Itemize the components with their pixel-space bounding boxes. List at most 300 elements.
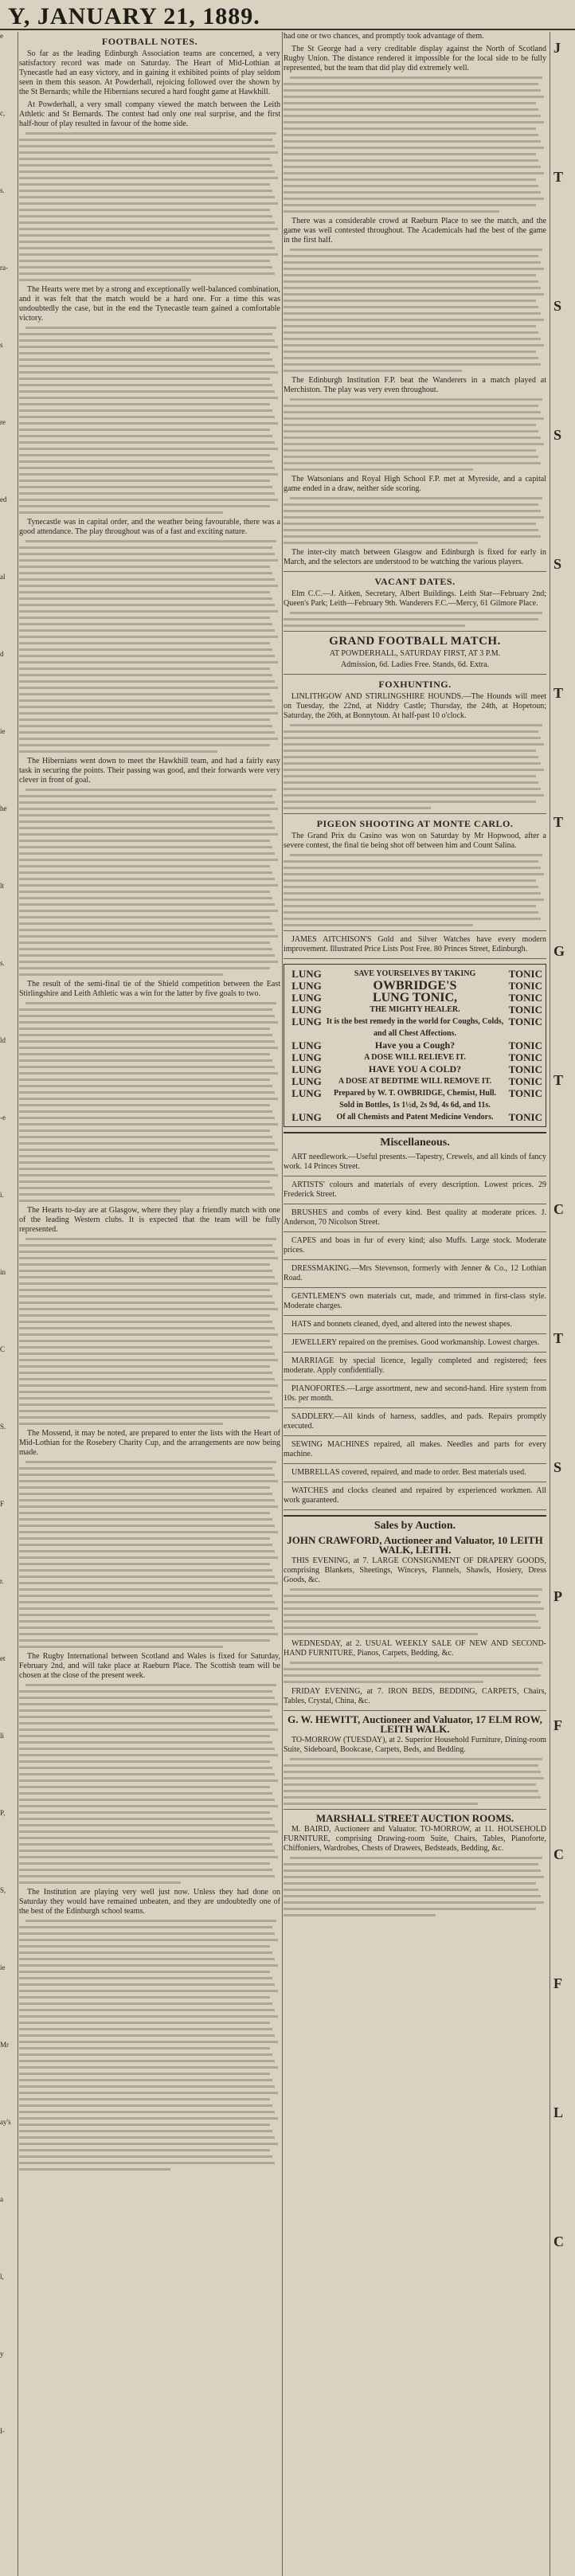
text-line [19, 967, 270, 969]
text-line [25, 1920, 276, 1922]
lung-advert-line: A DOSE AT BEDTIME WILL REMOVE IT. [338, 1077, 492, 1086]
section-rule [284, 674, 546, 675]
left-edge-fragment: s. [0, 959, 5, 967]
text-line [19, 1697, 275, 1699]
text-line [284, 886, 538, 888]
text-line [19, 712, 278, 714]
lung-advert-row [288, 1087, 542, 1111]
text-line [19, 1748, 275, 1750]
text-line [19, 221, 275, 224]
text-line [284, 1908, 536, 1910]
right-edge-fragment: T [553, 814, 564, 830]
text-line [284, 769, 544, 771]
text-line [284, 1777, 544, 1779]
mid-paragraph: There was a considerable crowd at Raeburn Place to see the match, and the game was well contested throughout. The Academicals had the best of the game in the first half. [284, 217, 546, 245]
tonic-word: TONIC [508, 1087, 542, 1099]
text-line [19, 1168, 275, 1170]
text-line [19, 559, 278, 562]
text-line [284, 737, 541, 739]
auction-notice: M. BAIRD, Auctioneer and Valuator. TO-MORROW, at 11. HOUSEHOLD FURNITURE, comprising Drawing-room Suite, Chairs, Tables, Pianoforte, Chiffoniers, Wardrobes, Chests of Drawers, Bedsteads, Bedding, &c. [284, 1825, 546, 1853]
left-edge-fragment: al [0, 573, 6, 581]
text-line [19, 910, 278, 912]
football-paragraph: Tynecastle was in capital order, and the weather being favourable, there was a good attendance. The play throughout was of a fast and exciting nature. [19, 518, 280, 536]
right-edge-fragment: S [553, 427, 562, 443]
left-edge-fragment: F [0, 1500, 5, 1508]
text-line [19, 725, 272, 727]
section-rule [284, 1710, 546, 1711]
lung-word: LUNG [291, 1063, 322, 1075]
text-line [19, 409, 272, 412]
vacant-dates-text: Elm C.C.—J. Aitken, Secretary, Albert Buildings. Leith Star—February 2nd; Queen's Park; Leith—February 9th. Wanderers F.C.—Mercy, 61 Gilmore Place. [284, 589, 546, 608]
text-line [19, 629, 275, 632]
text-line [19, 1703, 278, 1705]
text-line [19, 435, 272, 437]
text-line [19, 1716, 272, 1718]
text-line [19, 2092, 278, 2094]
text-line [284, 1882, 536, 1885]
article-text-block [284, 854, 546, 926]
text-line [19, 718, 270, 721]
text-line [19, 1161, 272, 1164]
text-line [19, 228, 278, 230]
text-line [19, 808, 278, 810]
text-line [284, 898, 544, 901]
text-line [284, 280, 538, 283]
article-text-block [284, 497, 546, 544]
date-line: Y, JANUARY 21, 1889. [8, 3, 260, 29]
text-line [19, 1047, 278, 1049]
misc-advert-item: GENTLEMEN'S own materials cut, made, and trimmed in first-class style. Moderate charges. [284, 1292, 546, 1310]
text-line [284, 127, 536, 130]
text-line [284, 1681, 483, 1683]
text-line [19, 1850, 275, 1852]
text-line [19, 2009, 275, 2011]
text-line [19, 2015, 278, 2018]
text-line [284, 924, 473, 926]
text-line [19, 1486, 270, 1489]
text-line [19, 1754, 278, 1756]
text-line [19, 585, 278, 587]
grand-match-time: AT POWDERHALL, SATURDAY FIRST, AT 3 P.M. [329, 649, 501, 658]
text-line [19, 1964, 278, 1967]
text-line [25, 327, 276, 329]
text-line [19, 846, 272, 848]
text-line [290, 76, 542, 79]
left-edge-fragment: ie [0, 1963, 6, 1971]
text-line [19, 597, 272, 600]
text-line [284, 443, 544, 445]
text-line [19, 1467, 272, 1470]
text-line [19, 667, 270, 670]
text-line [19, 1582, 278, 1584]
text-line [284, 1607, 544, 1610]
text-line [284, 750, 536, 752]
text-line [19, 499, 278, 501]
text-line [19, 2136, 275, 2139]
text-line [19, 460, 272, 463]
text-line [19, 467, 275, 469]
text-line [19, 1282, 278, 1285]
text-line [19, 1378, 275, 1380]
section-rule [284, 958, 546, 959]
text-line [19, 604, 275, 606]
text-line [19, 1066, 275, 1068]
auctioneer-name: JOHN CRAWFORD, Auctioneer and Valuator, 10 LEITH WALK, LEITH. [287, 1534, 543, 1556]
text-line [284, 191, 541, 194]
text-line [19, 1779, 278, 1782]
text-line [284, 510, 541, 512]
text-line [25, 132, 276, 135]
section-rule [284, 571, 546, 572]
article-text-block [284, 612, 546, 627]
text-line [19, 1525, 275, 1527]
section-rule [284, 1132, 546, 1133]
text-line [19, 1091, 275, 1094]
item-rule [284, 1463, 546, 1464]
auction-notice: THIS EVENING, at 7. LARGE CONSIGNMENT OF DRAPERY GOODS, comprising Blankets, Sheetings, Winceys, Flannels, Shawls, Hosiery, Dress Goods, &c. [284, 1556, 546, 1584]
item-rule [284, 1315, 546, 1316]
text-line [19, 209, 270, 211]
tonic-word: TONIC [508, 1004, 542, 1016]
left-edge-fragment: li [0, 1732, 5, 1740]
text-line [19, 661, 278, 664]
text-line [19, 1365, 270, 1368]
text-line [19, 1881, 181, 1884]
right-edge-fragment: L [553, 2104, 564, 2120]
right-edge-fragment: S [553, 298, 562, 314]
tonic-word: TONIC [508, 1063, 542, 1075]
text-line [19, 266, 272, 268]
text-line [19, 1059, 272, 1062]
text-line [19, 454, 270, 456]
text-line [290, 249, 542, 251]
text-line [19, 1996, 270, 1999]
text-line [19, 1129, 270, 1132]
text-line [19, 1531, 278, 1533]
foxhunting-heading: FOXHUNTING. [378, 679, 452, 690]
text-line [284, 325, 536, 327]
text-line [284, 503, 538, 506]
text-line [25, 1461, 276, 1463]
text-line [19, 1333, 278, 1336]
right-edge-fragment: T [553, 169, 564, 185]
text-line [290, 1662, 542, 1664]
text-line [19, 1493, 272, 1495]
text-line [284, 892, 541, 895]
left-edge-fragment: r. [0, 1577, 4, 1585]
text-line [284, 299, 536, 302]
text-line [19, 1416, 270, 1419]
text-line [19, 1251, 275, 1253]
text-line [284, 121, 544, 123]
lung-advert-row [288, 1004, 542, 1016]
text-line [19, 2168, 170, 2171]
text-line [284, 624, 465, 627]
lung-advert-row [288, 1016, 542, 1039]
text-line [284, 405, 538, 407]
article-text-block [19, 327, 280, 514]
text-line [284, 468, 473, 471]
text-line [19, 1569, 272, 1572]
text-line [19, 1079, 270, 1081]
text-line [19, 1098, 278, 1100]
sales-heading: Sales by Auction. [374, 1520, 456, 1532]
text-line [19, 648, 272, 651]
item-rule [284, 1509, 546, 1510]
text-line [19, 1270, 272, 1272]
text-line [19, 1512, 270, 1514]
left-edge-fragment: y [0, 2350, 4, 2358]
text-line [284, 204, 536, 206]
text-line [19, 260, 270, 262]
text-line [284, 1895, 541, 1897]
text-line [19, 1187, 272, 1189]
text-line [19, 241, 272, 243]
text-line [19, 1811, 270, 1814]
text-line [284, 287, 541, 289]
text-line [19, 1505, 278, 1508]
lung-advert-line: A DOSE WILL RELIEVE IT. [364, 1053, 466, 1062]
text-line [19, 1308, 278, 1310]
text-line [19, 1174, 278, 1176]
text-line [284, 293, 544, 296]
text-line [19, 2022, 270, 2024]
text-line [19, 272, 275, 275]
right-edge-column [550, 32, 575, 2576]
lung-word: LUNG [291, 1111, 322, 1123]
text-line [19, 202, 278, 205]
football-paragraph: The Hearts to-day are at Glasgow, where they play a friendly match with one of the leading Western clubs. It is expected that the team will be fully represented. [19, 1206, 280, 1234]
text-line [19, 145, 275, 147]
text-line [19, 617, 270, 619]
vacant-dates-heading: VACANT DATES. [374, 576, 456, 587]
misc-advert-item: CAPES and boas in fur of every kind; also Muffs. Large stock. Moderate prices. [284, 1236, 546, 1255]
lung-advert-row [288, 1039, 542, 1051]
text-line [284, 1889, 538, 1891]
text-line [19, 1257, 278, 1259]
text-line [284, 535, 541, 538]
left-edge-fragment: l, [0, 2273, 4, 2280]
text-line [284, 873, 544, 875]
text-line [19, 358, 272, 361]
text-line [19, 2104, 272, 2107]
text-line [19, 1321, 272, 1323]
text-line [19, 1015, 275, 1017]
text-line [19, 1155, 270, 1157]
text-line [19, 177, 278, 179]
text-line [284, 911, 538, 914]
left-edge-fragment: et [0, 1654, 6, 1662]
text-line [19, 878, 275, 880]
text-line [19, 2117, 278, 2120]
section-rule [284, 930, 546, 931]
text-line [19, 1792, 272, 1795]
text-line [284, 198, 544, 200]
text-line [284, 516, 544, 519]
right-edge-fragment: P [553, 1588, 562, 1604]
text-line [19, 365, 275, 367]
text-line [19, 448, 278, 450]
text-line [290, 724, 542, 726]
text-line [19, 1932, 275, 1935]
tonic-word: TONIC [508, 968, 542, 980]
article-text-block [284, 1588, 546, 1635]
lung-advert-row [288, 1111, 542, 1123]
text-line [19, 473, 278, 476]
left-edge-fragment: i. [0, 1191, 4, 1199]
text-line [19, 1805, 278, 1807]
text-line [19, 505, 270, 507]
text-line [19, 1856, 278, 1858]
text-line [19, 1601, 275, 1603]
text-line [290, 398, 542, 401]
text-line [19, 1926, 272, 1928]
text-line [19, 929, 275, 931]
text-line [19, 1958, 275, 1960]
text-line [19, 572, 272, 574]
text-line [284, 424, 536, 426]
article-text-block [19, 1920, 280, 2171]
lung-advert-line: SAVE YOURSELVES BY TAKING [354, 969, 476, 978]
item-rule [284, 1352, 546, 1353]
text-line [19, 1728, 278, 1731]
football-paragraph: The Hearts were met by a strong and exceptionally well-balanced combination, and it was felt that the match would be a hard one. For a time this was undoubtedly the case, but in the end the Tynecastle team gained a comfortable victory. [19, 285, 280, 323]
text-line [19, 674, 272, 676]
article-text-block [19, 1238, 280, 1425]
lung-advert-row [288, 980, 542, 992]
text-line [284, 83, 538, 85]
text-line [19, 2047, 270, 2049]
tonic-word: TONIC [508, 1039, 542, 1051]
text-line [19, 935, 278, 938]
text-line [284, 449, 536, 452]
left-edge-fragment: lt [0, 882, 5, 890]
text-line [19, 827, 275, 829]
text-line [19, 2041, 278, 2043]
mid-paragraph: The St George had a very creditable display against the North of Scotland Rugby Union. The distance rendered it impossible for the local side to be fully represented, but the team that did play did extremely well. [284, 45, 546, 72]
text-line [19, 1117, 275, 1119]
text-line [19, 820, 272, 823]
text-line [19, 486, 272, 488]
left-edge-fragment: in [0, 1268, 6, 1276]
article-text-block [19, 789, 280, 976]
middle-column [284, 32, 546, 2576]
text-line [19, 1709, 270, 1712]
text-line [284, 178, 536, 181]
mid-paragraph: had one or two chances, and promptly took advantage of them. [284, 32, 484, 41]
text-line [290, 1588, 542, 1591]
article-text-block [284, 398, 546, 471]
lung-advert-line: Prepared by W. T. OWBRIDGE, Chemist, Hull. Sold in Bottles, 1s 1½d, 2s 9d, 4s 6d, and 11s. [333, 1089, 496, 1110]
text-line [284, 1803, 478, 1805]
text-line [19, 680, 275, 683]
misc-advert-item: BRUSHES and combs of every kind. Best quality at moderate prices. J. Anderson, 70 Nicolson Street. [284, 1208, 546, 1227]
text-line [19, 610, 278, 613]
section-rule [284, 631, 546, 632]
right-edge-fragment: S [553, 1459, 562, 1475]
section-rule [284, 1515, 546, 1517]
grand-match-heading: GRAND FOOTBALL MATCH. [329, 635, 501, 648]
right-edge-fragment: F [553, 1717, 562, 1733]
lung-advert-line: Have you a Cough? [374, 1039, 456, 1051]
column-rule [282, 32, 283, 2576]
lung-advert-row [288, 1075, 542, 1087]
text-line [19, 1021, 278, 1024]
tonic-word: TONIC [508, 1111, 542, 1123]
right-edge-fragment: C [553, 2233, 564, 2249]
text-line [19, 2111, 275, 2113]
mid-paragraph: The Edinburgh Institution F.P. beat the Wanderers in a match played at Merchiston. The play was very even throughout. [284, 376, 546, 394]
text-line [19, 480, 270, 482]
text-line [284, 255, 538, 257]
text-line [19, 731, 275, 734]
left-edge-fragment: -e [0, 1114, 6, 1122]
text-line [284, 430, 538, 433]
masthead [0, 0, 575, 30]
text-line [19, 954, 275, 957]
text-line [19, 1353, 275, 1355]
text-line [284, 743, 544, 746]
text-line [284, 350, 536, 353]
text-line [19, 840, 270, 842]
text-line [284, 1869, 541, 1872]
text-line [19, 1289, 270, 1291]
text-line [19, 1824, 275, 1826]
lung-word: LUNG [291, 1075, 322, 1087]
left-edge-fragment: ra- [0, 264, 8, 272]
lung-word: LUNG [291, 1051, 322, 1063]
text-line [290, 497, 542, 499]
right-edge-fragment: F [553, 1975, 562, 1991]
text-line [19, 1180, 270, 1183]
text-line [19, 1952, 272, 1954]
text-line [284, 860, 538, 863]
lung-advert-row [288, 1063, 542, 1075]
text-line [284, 879, 536, 882]
text-line [284, 1914, 436, 1916]
article-text-block [284, 249, 546, 372]
football-paragraph: The Rugby International between Scotland and Wales is fixed for Saturday, February 2nd, and will take place at Raeburn Place. The Scottish team will be chosen at the close of the present week. [19, 1652, 280, 1680]
tonic-word: TONIC [508, 980, 542, 992]
article-text-block [19, 1002, 280, 1202]
text-line [284, 1796, 541, 1799]
text-line [19, 422, 278, 425]
text-line [19, 1690, 272, 1693]
text-line [19, 1193, 275, 1196]
text-line [284, 319, 544, 321]
text-line [284, 274, 536, 276]
text-line [25, 789, 276, 791]
text-line [284, 147, 544, 149]
text-line [284, 115, 541, 117]
left-edge-fragment: ld [0, 1036, 6, 1044]
text-line [19, 1862, 270, 1865]
grand-match-admission: Admission, 6d. Ladies Free. Stands, 6d. Extra. [340, 660, 490, 669]
text-line [19, 2034, 275, 2037]
text-line [19, 1072, 278, 1075]
left-edge-fragment: S, [0, 1886, 6, 1894]
text-line [25, 540, 276, 542]
text-line [284, 756, 538, 758]
text-line [284, 166, 541, 168]
football-paragraph: So far as the leading Edinburgh Association teams are concerned, a very satisfactory record was made on Saturday. The Heart of Mid-Lothian at Tynecastle had an easy victory, and in gaining it exhibited points of play seldom seen in them this season. At Powderhall, rejoicing followed over the shown by the St Bernards; while the Hibernians secured a hard fought game at Hawkhill. [19, 49, 280, 96]
text-line [284, 807, 431, 809]
left-edge-fragment: ie [0, 727, 6, 735]
text-line [19, 795, 272, 797]
text-line [19, 1276, 275, 1278]
text-line [19, 397, 278, 399]
article-text-block [284, 724, 546, 809]
